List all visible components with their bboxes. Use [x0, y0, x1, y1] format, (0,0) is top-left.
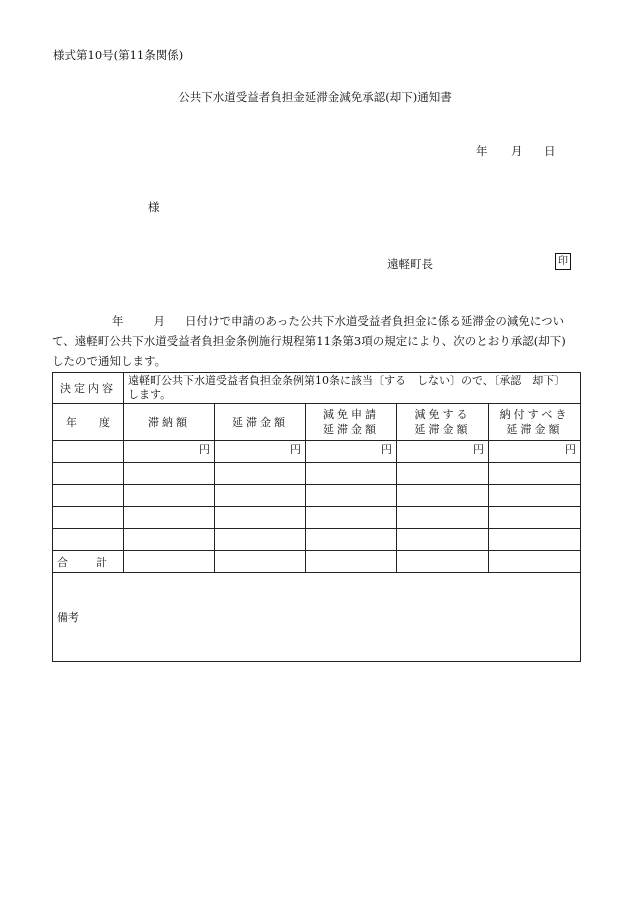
year-cell — [53, 529, 124, 551]
total-row — [53, 551, 581, 573]
col-header-due-1: 納付すべき — [499, 408, 570, 421]
table-cell — [124, 507, 215, 529]
form-number: 様式第10号(第11条関係) — [53, 48, 184, 62]
col-header-year — [53, 404, 124, 441]
year-cell — [53, 507, 124, 529]
notice-body — [52, 311, 582, 371]
year-cell — [53, 485, 124, 507]
table-row — [53, 441, 581, 463]
col-header-requested-2: 延滞金額 — [323, 423, 379, 436]
table-cell — [215, 551, 306, 573]
total-label — [53, 551, 124, 573]
decision-label: 決定内容 — [53, 373, 124, 404]
table-cell — [124, 551, 215, 573]
header-row — [53, 404, 581, 441]
year-cell — [53, 463, 124, 485]
table-cell — [306, 551, 397, 573]
table-cell — [215, 529, 306, 551]
table-cell — [489, 529, 581, 551]
table-cell — [215, 507, 306, 529]
table-cell — [397, 507, 489, 529]
table-cell — [397, 529, 489, 551]
total-label-b: 計 — [96, 555, 107, 569]
body-year-label: 年 — [112, 314, 124, 328]
table-cell — [489, 551, 581, 573]
col-header-exempt-2: 延滞金額 — [414, 423, 471, 436]
body-line-3: したので通知します。 — [52, 354, 167, 368]
table-cell — [397, 463, 489, 485]
col-header-year-a: 年 — [66, 416, 77, 429]
table-row — [53, 529, 581, 551]
table-cell — [215, 463, 306, 485]
recipient-honorific: 様 — [148, 200, 160, 214]
yen-unit: 円 — [397, 441, 489, 463]
table-cell — [215, 485, 306, 507]
notes-row — [53, 573, 581, 662]
col-header-due-2: 延滞金額 — [506, 423, 563, 436]
total-label-a: 合 — [57, 555, 68, 569]
date-year-label: 年 — [476, 144, 488, 158]
col-header-paid: 滞納額 — [124, 404, 215, 441]
table-row — [53, 463, 581, 485]
table-cell — [397, 485, 489, 507]
table-cell — [397, 551, 489, 573]
col-header-overdue: 延滞金額 — [215, 404, 306, 441]
yen-unit: 円 — [306, 441, 397, 463]
body-line-2: て、遠軽町公共下水道受益者負担金条例施行規程第11条第3項の規定により、次のとおり承認(却下) — [52, 334, 566, 348]
issuer-name: 遠軽町長 — [387, 257, 433, 271]
body-month-label: 月 — [153, 314, 165, 328]
body-line-1 — [52, 311, 582, 331]
year-cell — [53, 441, 124, 463]
yen-unit: 円 — [124, 441, 215, 463]
table-cell — [489, 463, 581, 485]
notes-label: 備考 — [53, 573, 581, 662]
table-cell — [489, 485, 581, 507]
table-cell — [306, 485, 397, 507]
table-row — [53, 507, 581, 529]
body-line-1-text: 日付けで申請のあった公共下水道受益者負担金に係る延滞金の減免につい — [185, 314, 565, 328]
table-cell — [124, 529, 215, 551]
decision-text: 遠軽町公共下水道受益者負担金条例第10条に該当〔する しない〕ので、〔承認 却下〕します。 — [124, 373, 581, 404]
yen-unit: 円 — [489, 441, 581, 463]
deferral-table — [52, 372, 581, 662]
col-header-requested-1: 減免申請 — [323, 408, 379, 421]
table-cell — [306, 463, 397, 485]
col-header-exempt — [397, 404, 489, 441]
col-header-requested — [306, 404, 397, 441]
date-month-label: 月 — [511, 144, 523, 158]
table-cell — [124, 485, 215, 507]
table-cell — [489, 507, 581, 529]
decision-row — [53, 373, 581, 404]
table-cell — [306, 507, 397, 529]
col-header-exempt-1: 減免する — [414, 408, 471, 421]
table-cell — [306, 529, 397, 551]
col-header-year-b: 度 — [99, 416, 110, 429]
table-cell — [124, 463, 215, 485]
seal-mark: 印 — [555, 253, 571, 270]
col-header-due — [489, 404, 581, 441]
table-row — [53, 485, 581, 507]
yen-unit: 円 — [215, 441, 306, 463]
document-title: 公共下水道受益者負担金延滞金減免承認(却下)通知書 — [178, 90, 452, 104]
date-day-label: 日 — [544, 144, 556, 158]
